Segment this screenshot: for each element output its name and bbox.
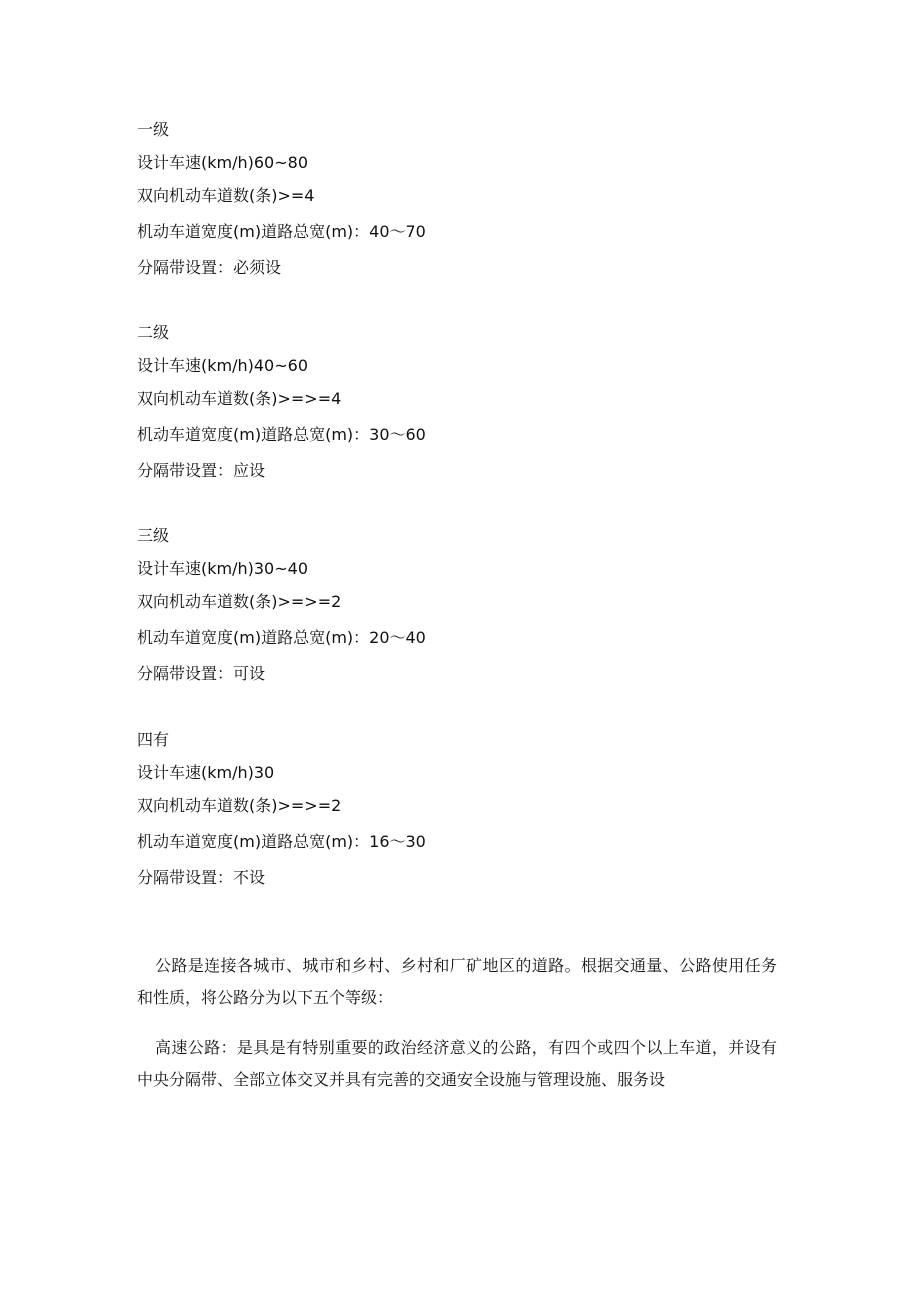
divider-setting: 分隔带设置：应设 bbox=[137, 461, 266, 480]
lane-count: 双向机动车道数(条)>=4 bbox=[137, 186, 315, 205]
grade-title: 二级 bbox=[137, 323, 170, 342]
grade-title: 一级 bbox=[137, 120, 170, 139]
design-speed: 设计车速(km/h)40~60 bbox=[137, 356, 308, 375]
design-speed: 设计车速(km/h)30~40 bbox=[137, 559, 308, 578]
divider-setting: 分隔带设置：必须设 bbox=[137, 258, 282, 277]
grade-title: 三级 bbox=[137, 526, 170, 545]
divider-setting: 分隔带设置：可设 bbox=[137, 664, 266, 683]
road-width: 机动车道宽度(m)道路总宽(m)：40～70 bbox=[137, 222, 426, 241]
road-width: 机动车道宽度(m)道路总宽(m)：20～40 bbox=[137, 628, 426, 647]
lane-count: 双向机动车道数(条)>=>=2 bbox=[137, 592, 342, 611]
divider-setting: 分隔带设置：不设 bbox=[137, 868, 266, 887]
road-width: 机动车道宽度(m)道路总宽(m)：16～30 bbox=[137, 832, 426, 851]
lane-count: 双向机动车道数(条)>=>=2 bbox=[137, 796, 342, 815]
road-width: 机动车道宽度(m)道路总宽(m)：30～60 bbox=[137, 425, 426, 444]
body-paragraph-expressway: 高速公路：是具是有特别重要的政治经济意义的公路，有四个或四个以上车道，并设有中央分隔带、全部立体交叉并具有完善的交通安全设施与管理设施、服务设 bbox=[137, 1038, 777, 1089]
grade-title: 四有 bbox=[137, 730, 170, 749]
lane-count: 双向机动车道数(条)>=>=4 bbox=[137, 389, 342, 408]
design-speed: 设计车速(km/h)30 bbox=[137, 763, 275, 782]
design-speed: 设计车速(km/h)60~80 bbox=[137, 153, 308, 172]
body-paragraph-highway-intro: 公路是连接各城市、城市和乡村、乡村和厂矿地区的道路。根据交通量、公路使用任务和性质，将公路分为以下五个等级： bbox=[137, 956, 777, 1007]
